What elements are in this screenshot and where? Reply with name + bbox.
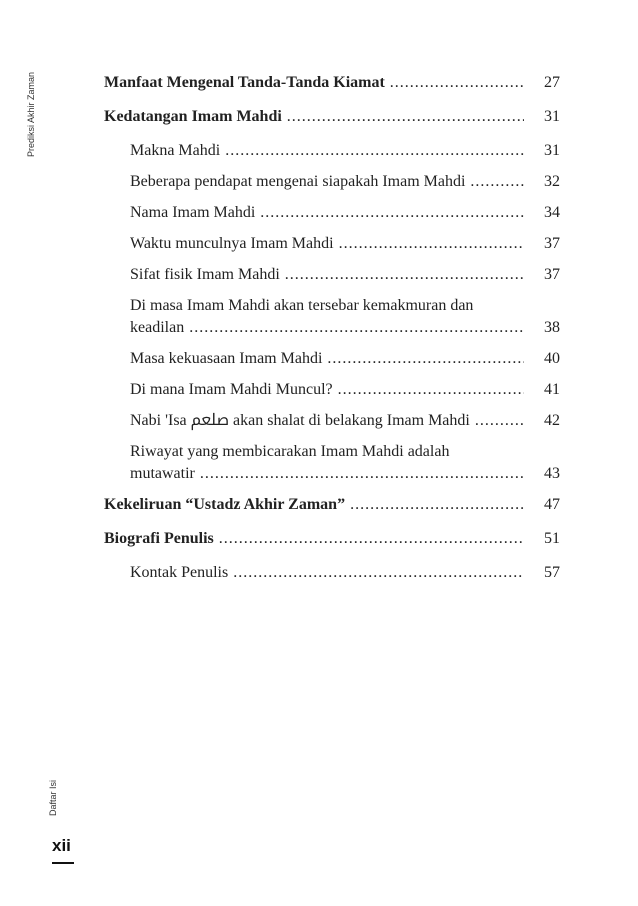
toc-entry-title-line: Kontak Penulis ..... <box>130 562 524 584</box>
toc-subentry[interactable] <box>104 441 560 485</box>
toc-entry-title-line: Di mana Imam Mahdi Muncul? ..... <box>130 379 524 401</box>
toc-page-number: 37 <box>544 266 560 283</box>
toc-entry-title <box>104 528 524 550</box>
toc-entry-title <box>104 106 524 128</box>
toc-entry-title <box>104 72 524 94</box>
toc-subentry[interactable] <box>104 348 560 370</box>
toc-page-number: 57 <box>544 564 560 581</box>
toc-entry-title-line: Biografi Penulis ..... <box>104 528 524 550</box>
toc-page-number: 51 <box>544 530 560 547</box>
toc-entry-title-line: Makna Mahdi ..... <box>130 140 524 162</box>
toc-page-number: 31 <box>544 142 560 159</box>
table-of-contents <box>104 72 560 593</box>
toc-page-number: 41 <box>544 381 560 398</box>
toc-entry-title-line: Di masa Imam Mahdi akan tersebar kemakmuran dan <box>130 297 474 314</box>
toc-entry-title <box>130 348 524 370</box>
toc-entry-title <box>130 410 524 432</box>
toc-subentry[interactable] <box>104 264 560 286</box>
toc-heading-entry[interactable] <box>104 528 560 550</box>
section-label: Daftar Isi <box>48 779 58 816</box>
toc-subentry[interactable] <box>104 233 560 255</box>
toc-subentry[interactable] <box>104 171 560 193</box>
toc-entry-title-line: mutawatir ..... <box>130 463 524 485</box>
toc-entry-title <box>130 295 524 339</box>
toc-subentry[interactable] <box>104 410 560 432</box>
toc-entry-title-line: Nama Imam Mahdi ..... <box>130 202 524 224</box>
toc-entry-title-line: Masa kekuasaan Imam Mahdi ..... <box>130 348 524 370</box>
toc-subentry[interactable] <box>104 202 560 224</box>
toc-page-number: 40 <box>544 350 560 367</box>
toc-heading-entry[interactable] <box>104 106 560 128</box>
toc-page-number: 27 <box>544 74 560 91</box>
toc-entry-title <box>130 379 524 401</box>
page-number: xii <box>52 836 71 855</box>
toc-entry-title-line: Waktu munculnya Imam Mahdi ..... <box>130 233 524 255</box>
toc-page-number: 47 <box>544 496 560 513</box>
toc-heading-entry[interactable] <box>104 72 560 94</box>
toc-page-number: 31 <box>544 108 560 125</box>
toc-entry-title <box>130 233 524 255</box>
toc-entry-title-line: Nabi 'Isa ﷵ akan shalat di belakang Imam Mahdi ..... <box>130 410 524 432</box>
toc-page-number: 38 <box>544 319 560 336</box>
toc-entry-title <box>130 562 524 584</box>
toc-entry-title-line: Riwayat yang membicarakan Imam Mahdi adalah <box>130 443 450 460</box>
toc-entry-title-line: Beberapa pendapat mengenai siapakah Imam Mahdi ..... <box>130 171 524 193</box>
toc-page-number: 34 <box>544 204 560 221</box>
running-head: Prediksi Akhir Zaman <box>26 72 36 158</box>
toc-entry-title-line: Sifat fisik Imam Mahdi ..... <box>130 264 524 286</box>
toc-entry-title <box>104 494 524 516</box>
toc-entry-title-line: keadilan ..... <box>130 317 524 339</box>
toc-page-number: 32 <box>544 173 560 190</box>
toc-entry-title <box>130 264 524 286</box>
toc-entry-title-line: Kekeliruan “Ustadz Akhir Zaman” ..... <box>104 494 524 516</box>
toc-page-number: 37 <box>544 235 560 252</box>
toc-subentry[interactable] <box>104 379 560 401</box>
toc-heading-entry[interactable] <box>104 494 560 516</box>
toc-entry-title <box>130 140 524 162</box>
toc-entry-title <box>130 171 524 193</box>
toc-page-number: 43 <box>544 465 560 482</box>
toc-subentry[interactable] <box>104 295 560 339</box>
toc-page-number: 42 <box>544 412 560 429</box>
toc-entry-title <box>130 441 524 485</box>
toc-entry-title <box>130 202 524 224</box>
toc-subentry[interactable] <box>104 140 560 162</box>
page-number-rule <box>52 862 74 864</box>
toc-entry-title-line: Manfaat Mengenal Tanda-Tanda Kiamat ..... <box>104 72 524 94</box>
toc-entry-title-line: Kedatangan Imam Mahdi ..... <box>104 106 524 128</box>
toc-subentry[interactable] <box>104 562 560 584</box>
